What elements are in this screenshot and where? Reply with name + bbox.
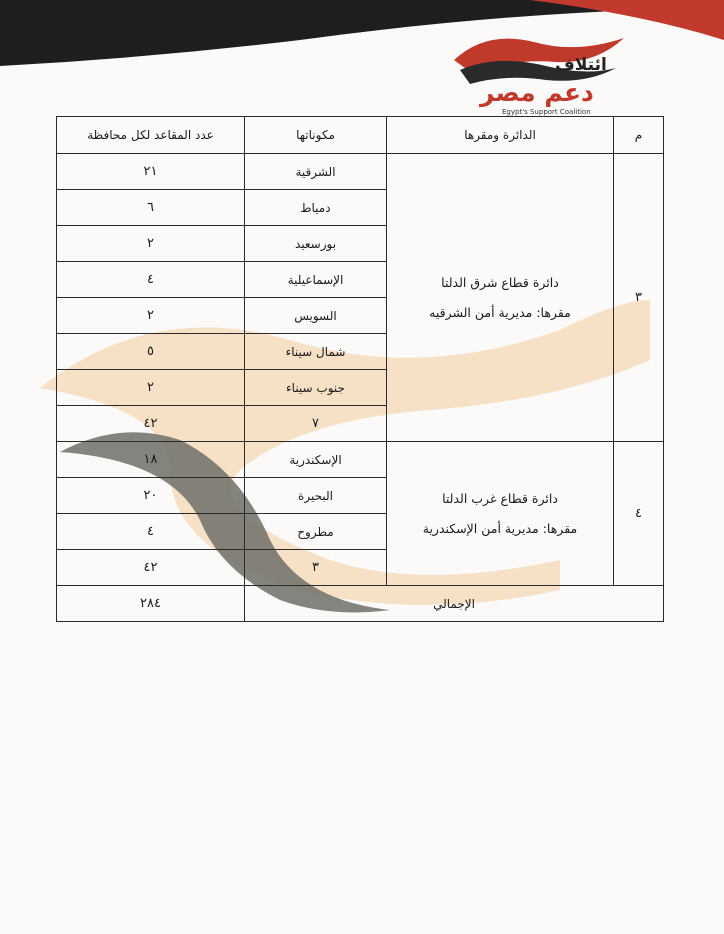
circuit-cell [387, 154, 614, 442]
component-cell: السويس [245, 298, 387, 334]
seats-cell: ٢ [57, 370, 245, 406]
circuit-cell [387, 442, 614, 586]
total-label: الإجمالي [245, 586, 664, 622]
circuit-name: دائرة قطاع شرق الدلتا [441, 274, 559, 290]
seats-cell: ١٨ [57, 442, 245, 478]
total-seats: ٢٨٤ [57, 586, 245, 622]
seats-cell: ٦ [57, 190, 245, 226]
seats-cell: ٢٠ [57, 478, 245, 514]
logo-word-support-egypt: دعم مصر [480, 78, 594, 107]
header-components: مكوناتها [245, 117, 387, 154]
component-count-cell: ٧ [245, 406, 387, 442]
seats-table [56, 116, 664, 622]
table-header-row [57, 117, 664, 154]
seats-cell: ٤ [57, 514, 245, 550]
component-cell: دمياط [245, 190, 387, 226]
component-cell: الإسكندرية [245, 442, 387, 478]
component-cell: الإسماعيلية [245, 262, 387, 298]
group-index: ٤ [614, 442, 664, 586]
circuit-hq: مقرها: مديرية أمن الشرقيه [429, 304, 571, 320]
table-row [57, 154, 664, 190]
component-cell: الشرقية [245, 154, 387, 190]
header-seats: عدد المقاعد لكل محافظة [57, 117, 245, 154]
subtotal-seats-cell: ٤٢ [57, 550, 245, 586]
component-cell: البحيرة [245, 478, 387, 514]
logo-word-coalition: ائتلاف [555, 55, 607, 75]
logo-subtitle: Egypt's Support Coalition [502, 108, 591, 116]
seats-cell: ٢ [57, 226, 245, 262]
component-cell: جنوب سيناء [245, 370, 387, 406]
component-cell: بورسعيد [245, 226, 387, 262]
subtotal-seats-cell: ٤٢ [57, 406, 245, 442]
total-row [57, 586, 664, 622]
seats-cell: ٤ [57, 262, 245, 298]
table-row [57, 442, 664, 478]
header-index: م [614, 117, 664, 154]
group-index: ٣ [614, 154, 664, 442]
seats-cell: ٢ [57, 298, 245, 334]
circuit-hq: مقرها: مديرية أمن الإسكندرية [422, 520, 578, 536]
component-cell: مطروح [245, 514, 387, 550]
component-cell: شمال سيناء [245, 334, 387, 370]
component-count-cell: ٣ [245, 550, 387, 586]
seats-cell: ٢١ [57, 154, 245, 190]
circuit-name: دائرة قطاع غرب الدلتا [442, 490, 558, 506]
seats-cell: ٥ [57, 334, 245, 370]
header-circuit: الدائرة ومقرها [387, 117, 614, 154]
